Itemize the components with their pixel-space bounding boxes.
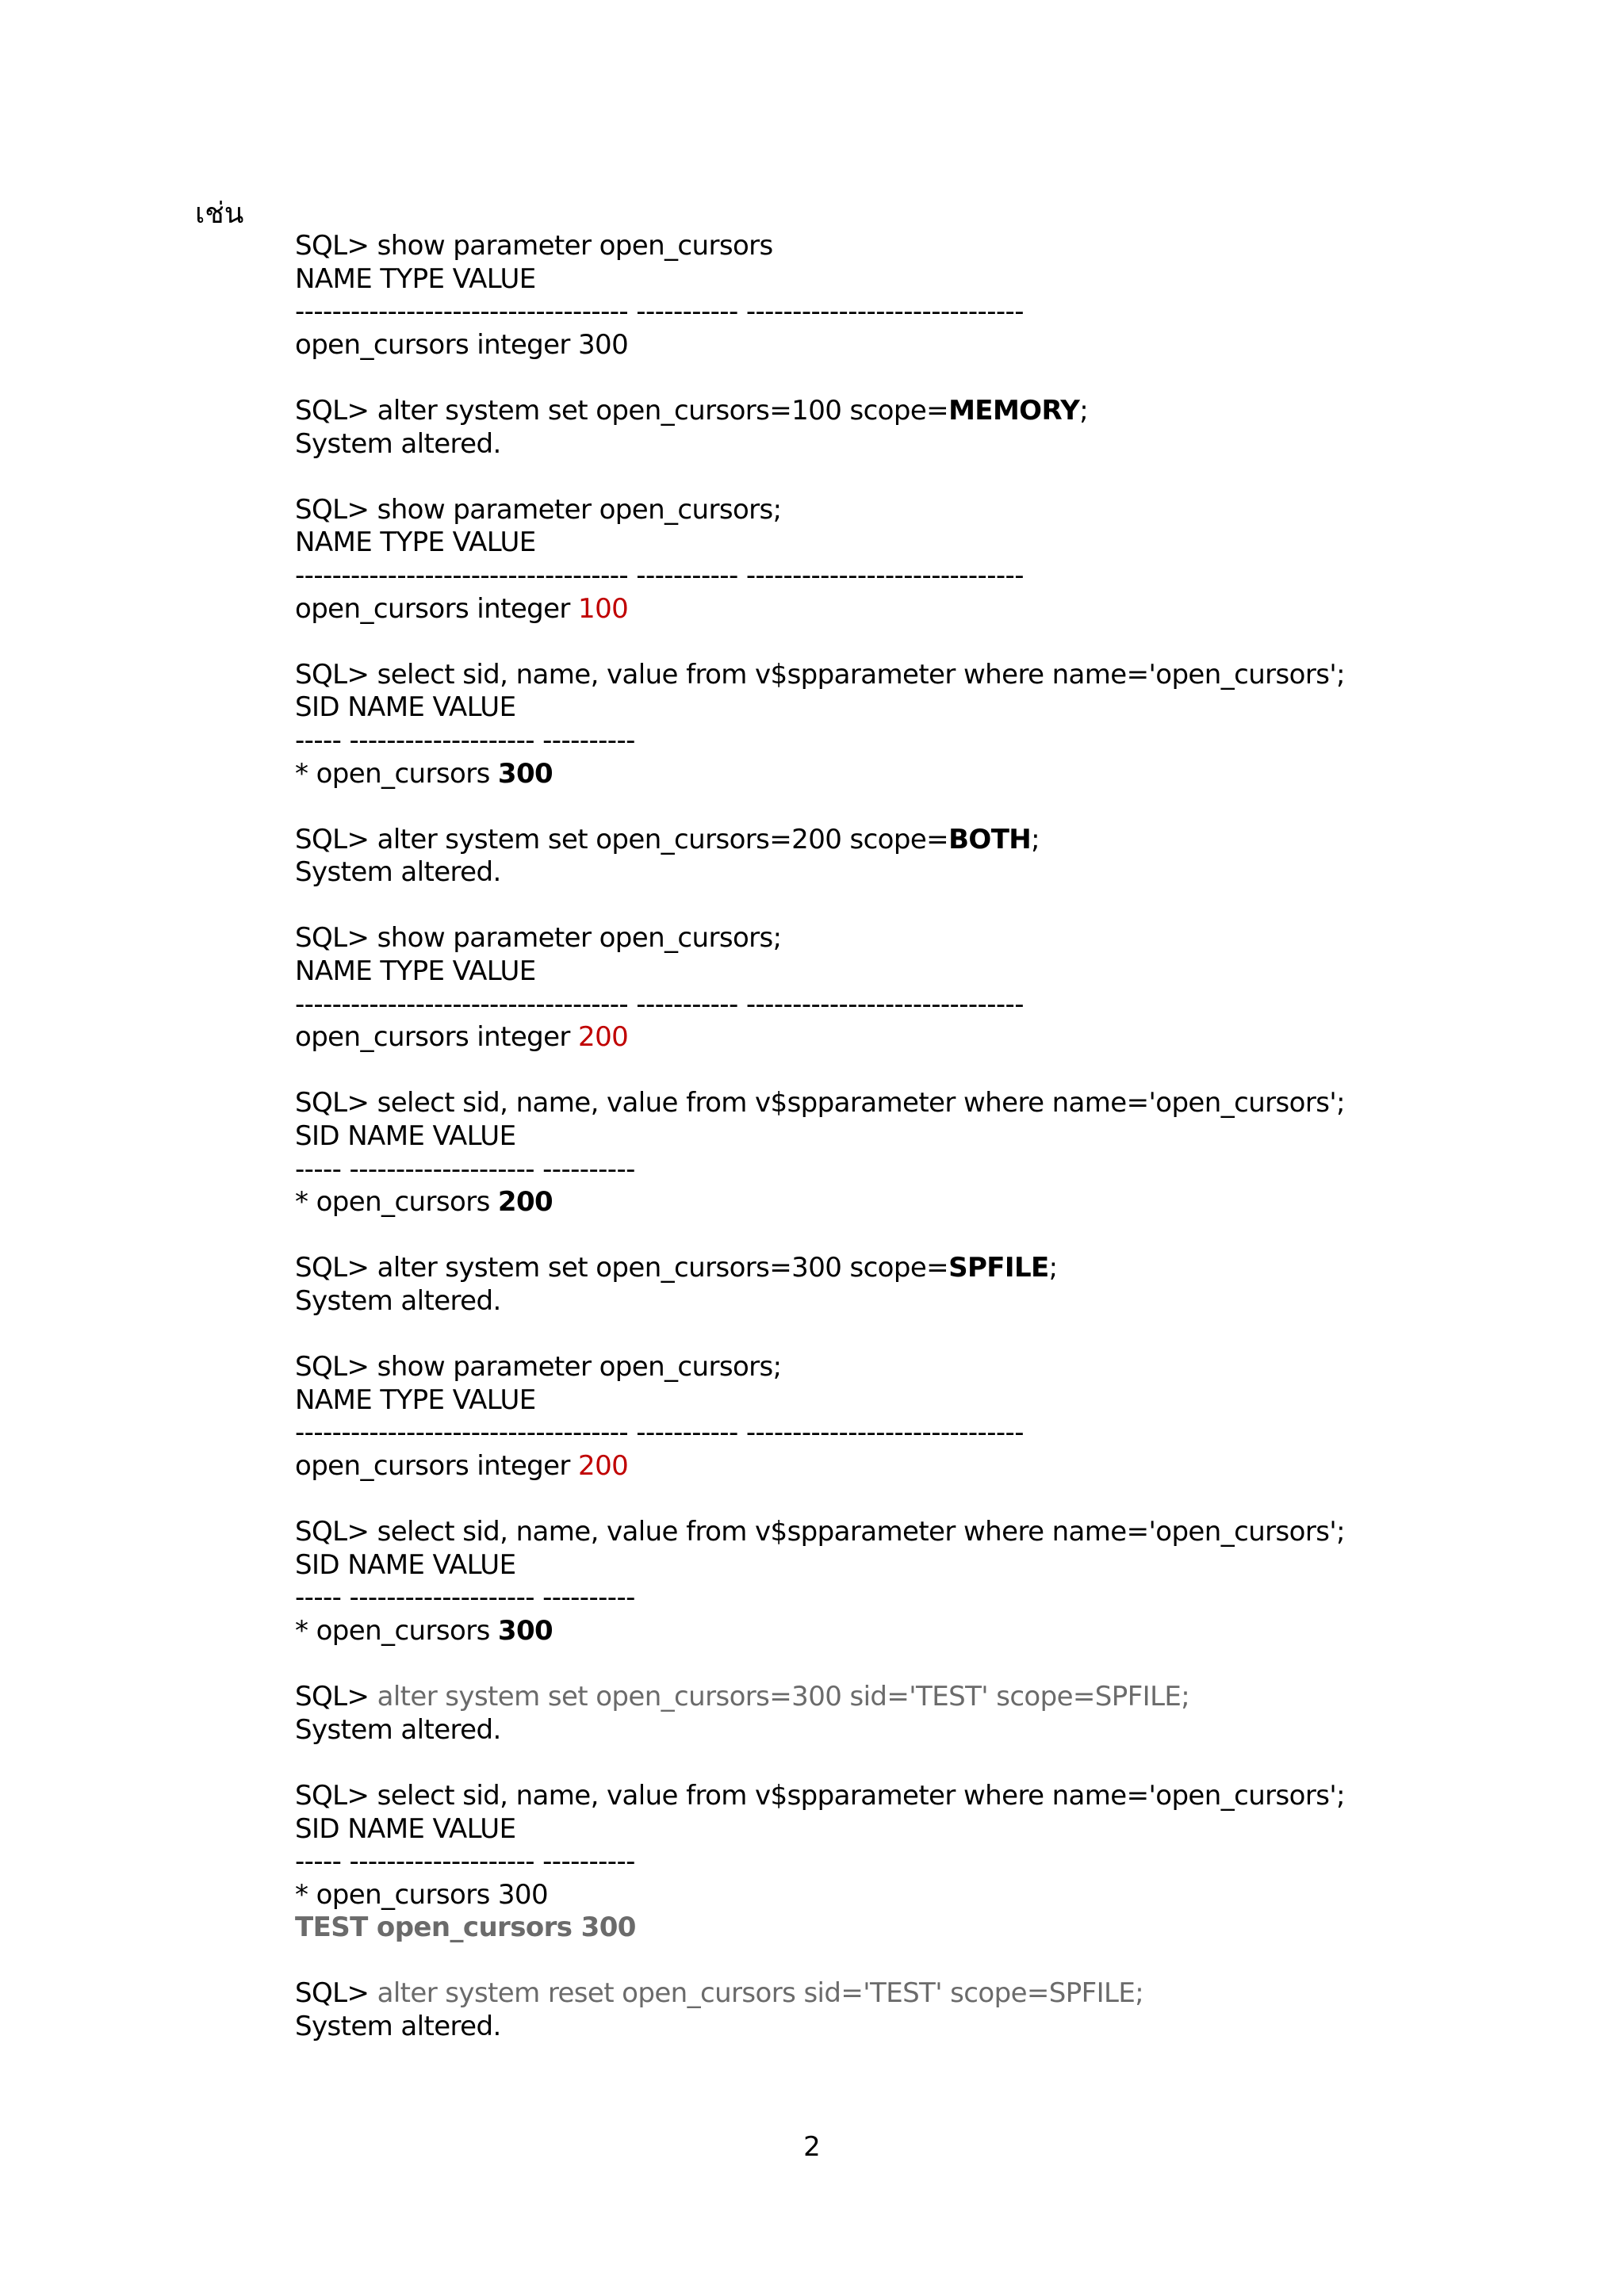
code-line (295, 691, 1595, 725)
highlighted-text: 300 (497, 1614, 553, 1647)
code-text: SQL> alter system set open_cursors=200 scope= (295, 823, 949, 855)
code-text: SQL> select sid, name, value from v$spparameter where name='open_cursors'; (295, 1516, 1345, 1548)
highlighted-text: BOTH (948, 823, 1032, 855)
code-text: System altered. (295, 856, 501, 889)
example-heading: เช่น (195, 197, 244, 230)
sql-session-transcript (295, 230, 1595, 2044)
blank-line (295, 461, 1595, 494)
blank-line (295, 1483, 1595, 1517)
code-line (295, 494, 1595, 527)
code-line (295, 725, 1595, 758)
blank-line (295, 362, 1595, 395)
code-text: ----- -------------------- ---------- (295, 1153, 635, 1185)
code-line (295, 1582, 1595, 1615)
code-line (295, 989, 1595, 1022)
code-text: ----- -------------------- ---------- (295, 1846, 635, 1878)
code-text: SQL> select sid, name, value from v$spparameter where name='open_cursors'; (295, 1087, 1345, 1119)
code-line (295, 856, 1595, 890)
code-text: ------------------------------------ ----------- ------------------------------ (295, 559, 1024, 591)
code-text: ------------------------------------ ----------- ------------------------------ (295, 296, 1024, 328)
code-line (295, 1681, 1595, 1714)
code-text: * open_cursors 300 (295, 1878, 548, 1911)
highlighted-text: SPFILE (948, 1252, 1049, 1284)
code-line (295, 1417, 1595, 1450)
code-text: System altered. (295, 427, 501, 460)
code-text: ; (1079, 394, 1089, 427)
code-line (295, 560, 1595, 593)
code-line (295, 1977, 1595, 2011)
blank-line (295, 1648, 1595, 1682)
code-line (295, 593, 1595, 626)
highlighted-text: MEMORY (948, 394, 1080, 427)
code-text: SQL> show parameter open_cursors (295, 230, 773, 262)
highlighted-text: 200 (578, 1449, 629, 1482)
code-text: SID NAME VALUE (295, 1120, 516, 1153)
code-text: SQL> (295, 1977, 377, 2010)
code-text: SQL> select sid, name, value from v$spparameter where name='open_cursors'; (295, 658, 1345, 691)
code-line (295, 2011, 1595, 2044)
code-text: NAME TYPE VALUE (295, 955, 536, 988)
code-line (295, 1252, 1595, 1285)
code-text: SID NAME VALUE (295, 1812, 516, 1845)
code-line (295, 1351, 1595, 1384)
code-text: SQL> alter system set open_cursors=100 scope= (295, 394, 949, 427)
code-text: System altered. (295, 1285, 501, 1317)
blank-line (295, 1747, 1595, 1780)
code-text: open_cursors integer 300 (295, 328, 629, 361)
blank-line (295, 1219, 1595, 1253)
code-line (295, 824, 1595, 857)
code-line (295, 296, 1595, 329)
code-line (295, 1714, 1595, 1747)
blank-line (295, 626, 1595, 659)
highlighted-text: 200 (497, 1186, 553, 1219)
blank-line (295, 890, 1595, 923)
code-text: System altered. (295, 1713, 501, 1746)
code-text: SQL> select sid, name, value from v$spparameter where name='open_cursors'; (295, 1779, 1345, 1812)
blank-line (295, 1054, 1595, 1088)
code-text: open_cursors integer (295, 592, 579, 625)
code-text: System altered. (295, 2011, 501, 2043)
code-line (295, 1087, 1595, 1120)
code-line (295, 1154, 1595, 1187)
code-text: SQL> show parameter open_cursors; (295, 1351, 782, 1383)
code-line (295, 428, 1595, 461)
code-line (295, 1120, 1595, 1154)
blank-line (295, 1318, 1595, 1352)
blank-line (295, 1945, 1595, 1978)
code-text: * open_cursors (295, 757, 498, 790)
highlighted-text: alter system reset open_cursors sid='TEST' scope=SPFILE; (377, 1977, 1144, 2010)
code-text: SQL> alter system set open_cursors=300 scope= (295, 1252, 949, 1284)
code-line (295, 922, 1595, 955)
code-line (295, 1813, 1595, 1846)
code-text: ----- -------------------- ---------- (295, 724, 635, 756)
code-line (295, 1549, 1595, 1582)
code-line (295, 1450, 1595, 1483)
blank-line (295, 790, 1595, 824)
code-text: ; (1048, 1252, 1058, 1284)
code-line (295, 1516, 1595, 1549)
code-text: * open_cursors (295, 1614, 498, 1647)
highlighted-text: alter system set open_cursors=300 sid='TEST' scope=SPFILE; (377, 1681, 1190, 1713)
code-text: SID NAME VALUE (295, 1548, 516, 1581)
code-line (295, 1384, 1595, 1418)
code-line (295, 1615, 1595, 1648)
code-line (295, 395, 1595, 428)
code-line (295, 1285, 1595, 1318)
code-text: ------------------------------------ ----------- ------------------------------ (295, 988, 1024, 1020)
code-text: NAME TYPE VALUE (295, 526, 536, 559)
highlighted-text: TEST open_cursors 300 (295, 1911, 636, 1944)
code-text: ------------------------------------ ----------- ------------------------------ (295, 1417, 1024, 1449)
code-text: NAME TYPE VALUE (295, 1383, 536, 1416)
code-text: SQL> show parameter open_cursors; (295, 493, 782, 526)
code-line (295, 955, 1595, 989)
code-line (295, 758, 1595, 791)
highlighted-text: 300 (497, 757, 553, 790)
code-line (295, 1021, 1595, 1054)
page-number: 2 (803, 2131, 821, 2163)
code-text: ----- -------------------- ---------- (295, 1582, 635, 1614)
code-line (295, 1186, 1595, 1219)
code-line (295, 263, 1595, 297)
code-line (295, 1911, 1595, 1945)
code-text: SQL> (295, 1681, 377, 1713)
code-line (295, 1846, 1595, 1879)
code-line (295, 329, 1595, 362)
code-line (295, 230, 1595, 263)
code-text: open_cursors integer (295, 1021, 579, 1054)
code-text: * open_cursors (295, 1186, 498, 1219)
code-text: ; (1031, 823, 1040, 855)
code-line (295, 659, 1595, 692)
highlighted-text: 200 (578, 1021, 629, 1054)
code-line (295, 1780, 1595, 1813)
code-line (295, 1879, 1595, 1912)
highlighted-text: 100 (578, 592, 629, 625)
code-text: open_cursors integer (295, 1449, 579, 1482)
code-text: NAME TYPE VALUE (295, 262, 536, 295)
code-text: SQL> show parameter open_cursors; (295, 922, 782, 955)
code-text: SID NAME VALUE (295, 691, 516, 724)
code-line (295, 526, 1595, 560)
